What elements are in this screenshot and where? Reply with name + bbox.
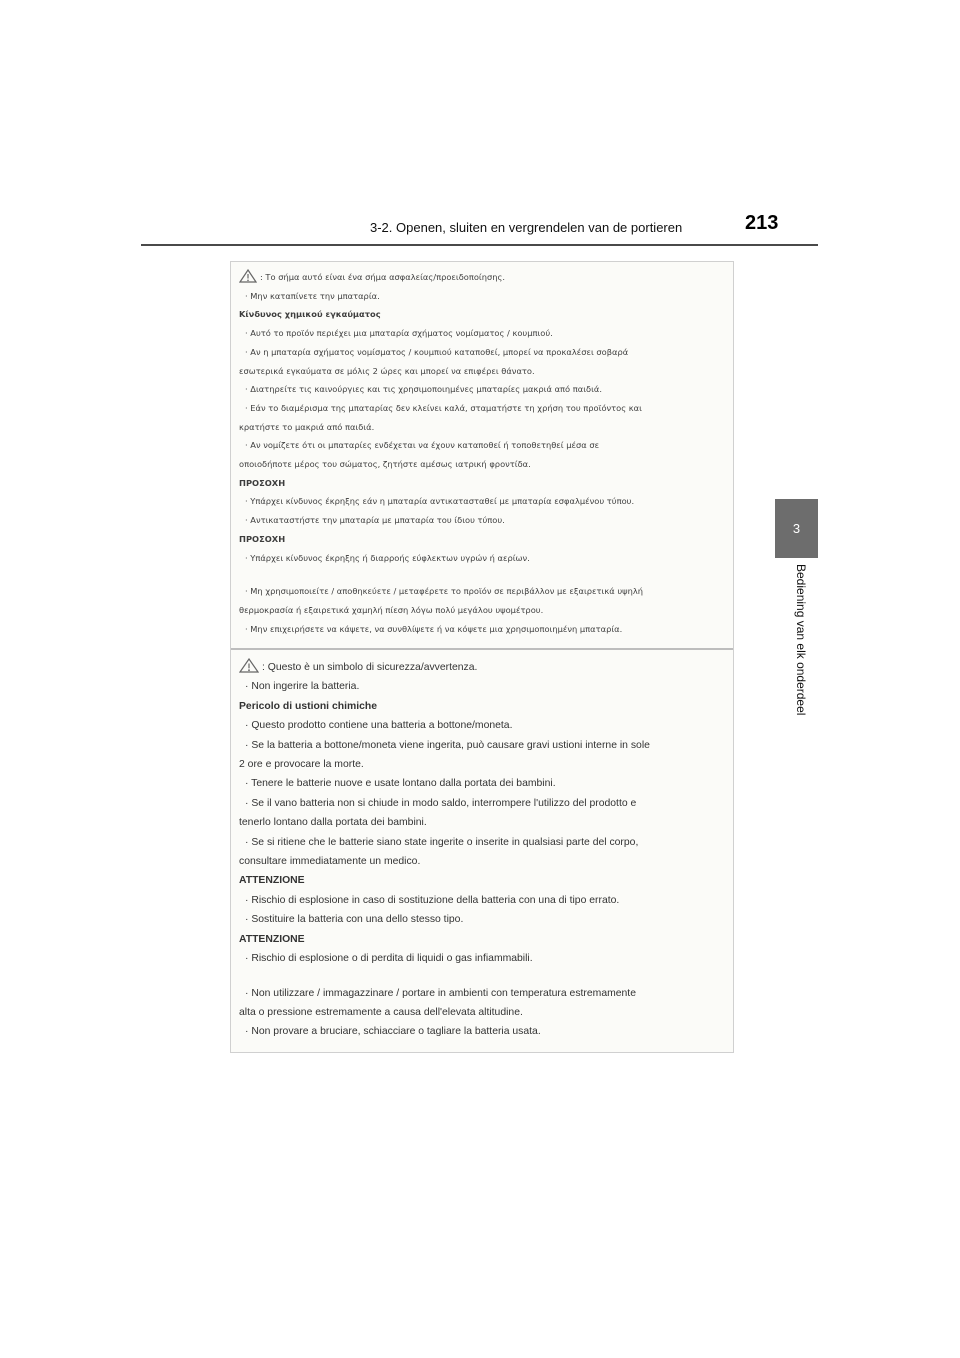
chapter-tab: [775, 499, 818, 558]
italian-line: · Se la batteria a bottone/moneta viene ingerita, può causare gravi ustioni interne in sole: [245, 739, 650, 751]
greek-line: · Μη χρησιμοποιείτε / αποθηκεύετε / μεταφέρετε το προϊόν σε περιβάλλον με εξαιρετικά υψηλή: [245, 586, 644, 597]
italian-line: · Se si ritiene che le batterie siano state ingerite o inserite in qualsiasi parte del corpo,: [245, 836, 639, 848]
greek-line: κρατήστε το μακριά από παιδιά.: [239, 421, 375, 432]
greek-line: · Αντικαταστήστε την μπαταρία με μπαταρία του ίδιου τύπου.: [245, 515, 505, 526]
greek-line: · Αν η μπαταρία σχήματος νομίσματος / κουμπιού καταποθεί, μπορεί να προκαλέσει σοβαρά: [245, 346, 629, 357]
greek-line: · Διατηρείτε τις καινούργιες και τις χρησιμοποιημένες μπαταρίες μακριά από παιδιά.: [245, 384, 603, 395]
greek-line: θερμοκρασία ή εξαιρετικά χαμηλή πίεση λόγω πολύ μεγάλου υψομέτρου.: [239, 604, 544, 615]
chapter-side-label: Bediening van elk onderdeel: [794, 564, 808, 716]
greek-line: οποιοδήποτε μέρος του σώματος, ζητήστε αμέσως ιατρική φροντίδα.: [239, 459, 531, 470]
greek-line: : Το σήμα αυτό είναι ένα σήμα ασφαλείας/προειδοποίησης.: [260, 272, 506, 282]
italian-line: · Tenere le batterie nuove e usate lontano dalla portata dei bambini.: [245, 778, 556, 790]
scanned-warning-label: [230, 261, 734, 1053]
italian-warning-panel: [231, 652, 733, 1052]
italian-line: · Non provare a bruciare, schiacciare o tagliare la batteria usata.: [245, 1026, 541, 1038]
greek-heading: Κίνδυνος χημικού εγκαύματος: [239, 309, 381, 320]
italian-symbol-line: [239, 658, 725, 677]
chapter-number: 3: [792, 521, 801, 536]
italian-line: · Non utilizzare / immagazzinare / portare in ambienti con temperatura estremamente: [245, 987, 636, 999]
greek-heading: ΠΡΟΣΟΧΗ: [239, 533, 286, 544]
section-title: 3-2. Openen, sluiten en vergrendelen van de portieren: [370, 220, 683, 235]
italian-line: consultare immediatamente un medico.: [239, 856, 421, 868]
italian-line: · Se il vano batteria non si chiude in modo saldo, interrompere l'utilizzo del prodotto e: [245, 797, 637, 809]
italian-heading: Pericolo di ustioni chimiche: [239, 700, 377, 712]
italian-line: · Questo prodotto contiene una batteria a bottone/moneta.: [245, 720, 513, 732]
italian-line: · Rischio di esplosione o di perdita di liquidi o gas infiammabili.: [245, 953, 533, 965]
greek-line: · Μην καταπίνετε την μπαταρία.: [245, 290, 380, 301]
italian-line: · Sostituire la batteria con una dello stesso tipo.: [245, 914, 464, 926]
warning-triangle-icon: [239, 658, 259, 673]
greek-line: εσωτερικά εγκαύματα σε μόλις 2 ώρες και μπορεί να επιφέρει θάνατο.: [239, 365, 535, 376]
greek-symbol-line: [239, 268, 725, 287]
italian-heading: ATTENZIONE: [239, 875, 305, 887]
greek-line: · Υπάρχει κίνδυνος έκρηξης εάν η μπαταρία αντικατασταθεί με μπαταρία εσφαλμένου τύπου.: [245, 496, 635, 507]
italian-heading: ATTENZIONE: [239, 933, 305, 945]
greek-warning-panel: [231, 262, 733, 650]
header-divider: [141, 244, 818, 246]
greek-heading: ΠΡΟΣΟΧΗ: [239, 477, 286, 488]
greek-line: · Εάν το διαμέρισμα της μπαταρίας δεν κλείνει καλά, σταματήστε τη χρήση του προϊόντος και: [245, 402, 642, 413]
italian-line: tenerlo lontano dalla portata dei bambini.: [239, 817, 427, 829]
italian-line: 2 ore e provocare la morte.: [239, 759, 364, 771]
italian-line: · Non ingerire la batteria.: [245, 681, 360, 693]
page-number: 213: [745, 212, 779, 234]
greek-line: · Μην επιχειρήσετε να κάψετε, να συνθλίψετε ή να κόψετε μια χρησιμοποιημένη μπαταρία.: [245, 623, 623, 634]
greek-line: · Αν νομίζετε ότι οι μπαταρίες ενδέχεται να έχουν καταποθεί ή τοποθετηθεί μέσα σε: [245, 440, 600, 451]
italian-line: : Questo è un simbolo di sicurezza/avvertenza.: [262, 662, 478, 673]
italian-line: · Rischio di esplosione in caso di sostituzione della batteria con una di tipo errato.: [245, 894, 620, 906]
greek-line: · Υπάρχει κίνδυνος έκρηξης ή διαρροής εύφλεκτων υγρών ή αερίων.: [245, 552, 530, 563]
italian-line: alta o pressione estremamente a causa dell'elevata altitudine.: [239, 1006, 523, 1018]
greek-line: · Αυτό το προϊόν περιέχει μια μπαταρία σχήματος νομίσματος / κουμπιού.: [245, 328, 553, 339]
warning-triangle-icon: [239, 269, 257, 283]
